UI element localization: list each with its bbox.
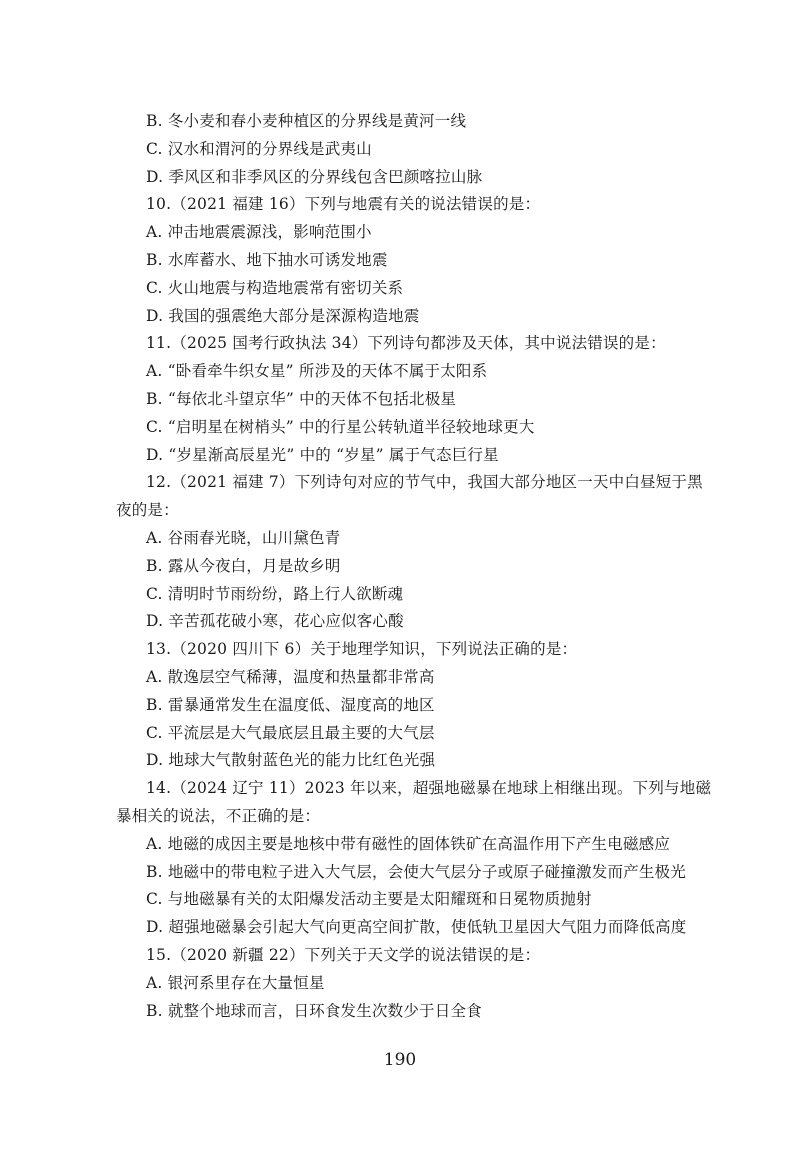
option-line: D. 我国的强震绝大部分是深源构造地震 [146, 306, 420, 325]
question-line: 14.（2024 辽宁 11）2023 年以来，超强地磁暴在地球上相继出现。下列与地磁 [146, 779, 712, 798]
option-line: D. 地球大气散射蓝色光的能力比红色光强 [146, 751, 436, 770]
option-line: C. 火山地震与构造地震常有密切关系 [146, 278, 404, 297]
option-line: D. 辛苦孤花破小寒，花心应似客心酸 [146, 612, 404, 631]
option-line: A. “卧看牵牛织女星” 所涉及的天体不属于太阳系 [146, 362, 488, 381]
option-line: C. 与地磁暴有关的太阳爆发活动主要是太阳耀斑和日冕物质抛射 [146, 890, 592, 909]
question-line: 15.（2020 新疆 22）下列关于天文学的说法错误的是： [146, 945, 541, 964]
question-continuation: 夜的是： [116, 501, 179, 520]
option-line: D. 季风区和非季风区的分界线包含巴颜喀拉山脉 [146, 167, 483, 186]
option-line: A. 冲击地震震源浅，影响范围小 [146, 223, 372, 242]
question-line: 11.（2025 国考行政执法 34）下列诗句都涉及天体，其中说法错误的是： [146, 334, 666, 353]
option-line: C. 清明时节雨纷纷，路上行人欲断魂 [146, 584, 404, 603]
option-line: B. 地磁中的带电粒子进入大气层，会使大气层分子或原子碰撞激发而产生极光 [146, 862, 686, 881]
option-line: A. 地磁的成因主要是地核中带有磁性的固体铁矿在高温作用下产生电磁感应 [146, 834, 671, 853]
option-line: B. 就整个地球而言，日环食发生次数少于日全食 [146, 1001, 482, 1020]
option-line: C. “启明星在树梢头” 中的行星公转轨道半径较地球更大 [146, 417, 535, 436]
text-body [0, 108, 800, 1025]
option-line: B. 冬小麦和春小麦种植区的分界线是黄河一线 [146, 112, 467, 130]
question-continuation: 暴相关的说法，不正确的是： [116, 806, 321, 825]
option-line: D. “岁星渐高辰星光” 中的 “岁星” 属于气态巨行星 [146, 445, 499, 464]
question-line: 13.（2020 四川下 6）关于地理学知识，下列说法正确的是： [146, 640, 578, 659]
option-line: A. 散逸层空气稀薄，温度和热量都非常高 [146, 667, 435, 686]
option-line: B. “每依北斗望京华” 中的天体不包括北极星 [146, 389, 457, 408]
option-line: B. 水库蓄水、地下抽水可诱发地震 [146, 250, 388, 269]
question-line: 10.（2021 福建 16）下列与地震有关的说法错误的是： [146, 195, 541, 214]
option-line: B. 雷暴通常发生在温度低、湿度高的地区 [146, 695, 435, 714]
option-line: D. 超强地磁暴会引起大气向更高空间扩散，使低轨卫星因大气阻力而降低高度 [146, 918, 687, 937]
page-number: 190 [383, 1050, 417, 1070]
option-line: A. 谷雨春光晓，山川黛色青 [146, 528, 341, 547]
option-line: C. 汉水和渭河的分界线是武夷山 [146, 139, 372, 158]
option-line: A. 银河系里存在大量恒星 [146, 973, 325, 992]
question-line: 12.（2021 福建 7）下列诗句对应的节气中，我国大部分地区一天中白昼短于黑 [146, 473, 703, 492]
option-line: B. 露从今夜白，月是故乡明 [146, 556, 341, 575]
option-line: C. 平流层是大气最底层且最主要的大气层 [146, 723, 435, 742]
